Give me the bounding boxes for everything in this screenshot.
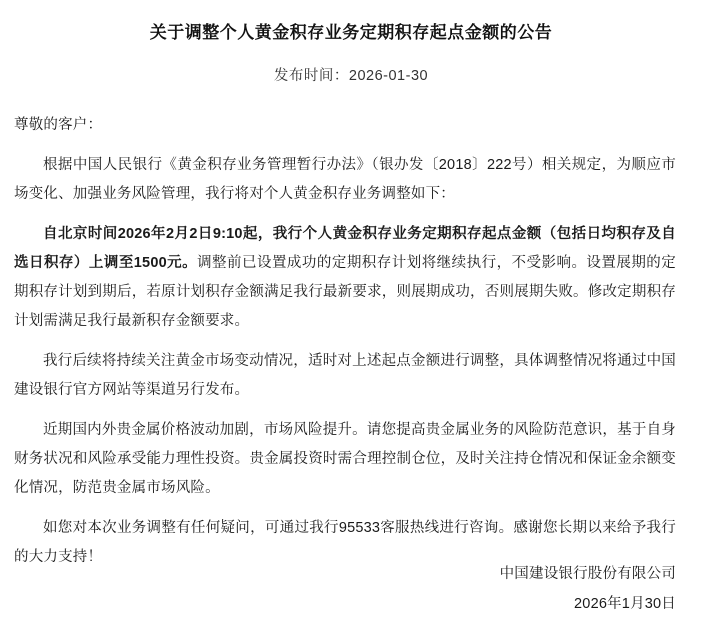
page-title: 关于调整个人黄金积存业务定期积存起点金额的公告 [149, 23, 553, 42]
announcement-body [0, 111, 702, 572]
salutation: 尊敬的客户： [14, 117, 103, 133]
paragraph-hotline: 如您对本次业务调整有任何疑问，可通过我行95533客服热线进行咨询。感谢您长期以来给予我行的大力支持！ [14, 520, 676, 565]
signature-date: 2026年1月30日 [574, 596, 676, 612]
signature-organization: 中国建设银行股份有限公司 [499, 566, 676, 582]
paragraph-future-adjustment: 我行后续将持续关注黄金市场变动情况，适时对上述起点金额进行调整，具体调整情况将通过中国建设银行官方网站等渠道另行发布。 [14, 353, 676, 398]
paragraph-highlight [14, 220, 676, 336]
signature-block [500, 559, 676, 619]
highlight-bold-text: 自北京时间2026年2月2日9:10起，我行个人黄金积存业务定期积存起点金额（包括日均积存及自选日积存）上调至1500元。 [14, 226, 676, 271]
paragraph-regulation-basis: 根据中国人民银行《黄金积存业务管理暂行办法》（银办发〔2018〕222号）相关规定，为顺应市场变化、加强业务风险管理，我行将对个人黄金积存业务调整如下： [14, 157, 676, 202]
highlight-normal-text: 调整前已设置成功的定期积存计划将继续执行，不受影响。设置展期的定期积存计划到期后，若原计划积存金额满足我行最新要求，则展期成功，否则展期失败。修改定期积存计划需满足我行最新积存金额要求。 [14, 255, 676, 329]
publish-time: 发布时间：2026-01-30 [273, 68, 429, 84]
paragraph-risk-warning: 近期国内外贵金属价格波动加剧，市场风险提升。请您提高贵金属业务的风险防范意识，基于自身财务状况和风险承受能力理性投资。贵金属投资时需合理控制仓位，及时关注持仓情况和保证金余额变化情况，防范贵金属市场风险。 [14, 422, 676, 496]
